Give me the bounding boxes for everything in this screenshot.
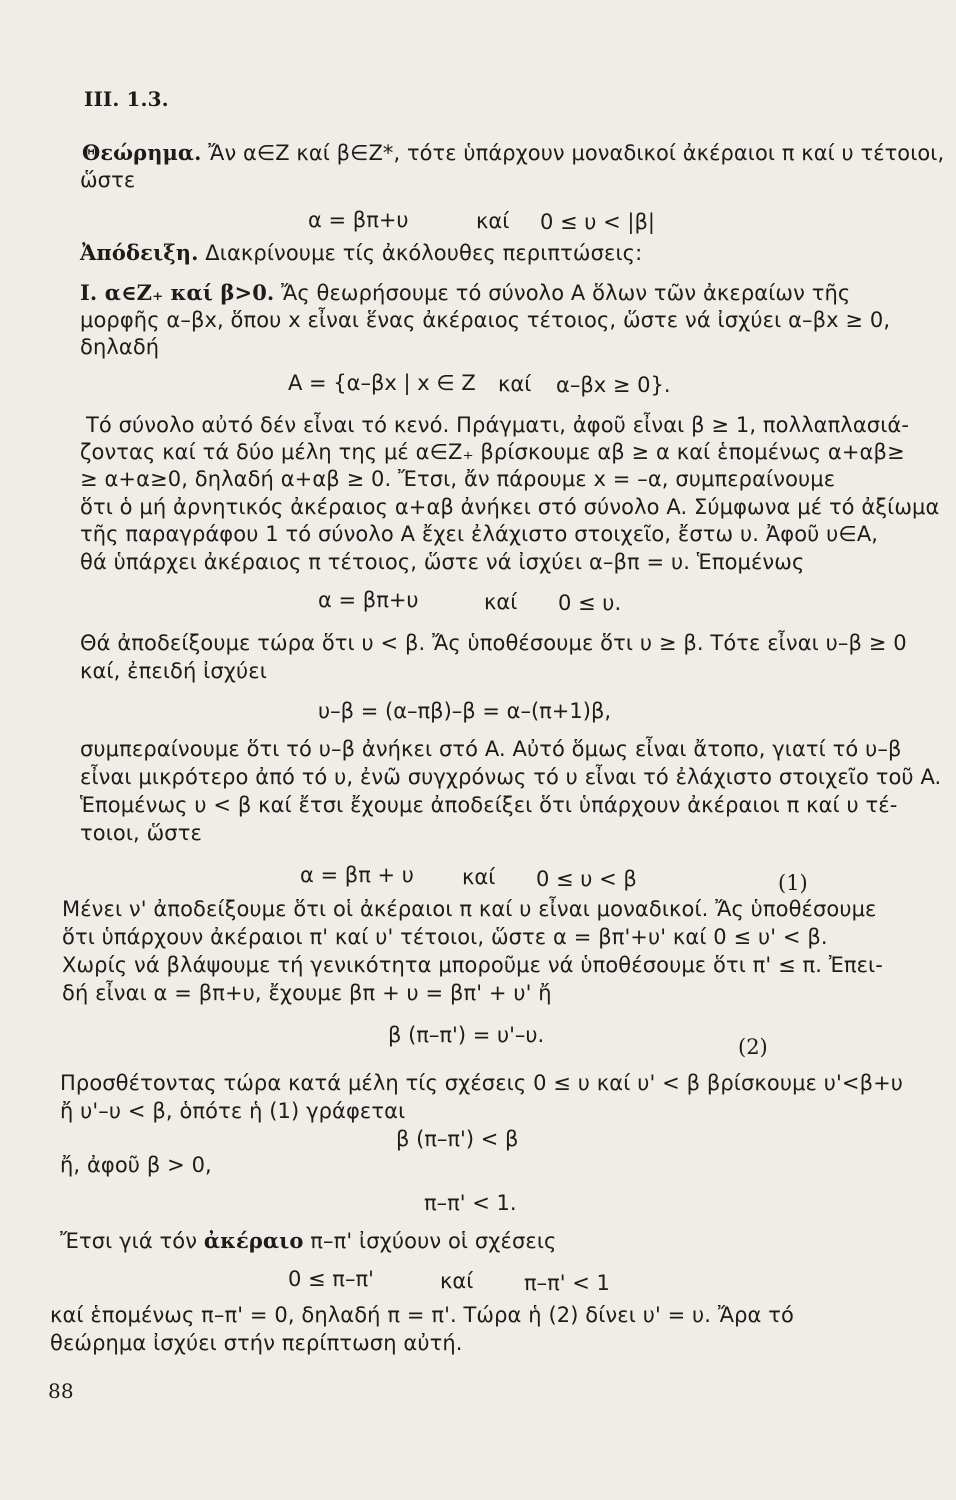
equation-8-lhs: 0 ≤ π–π' xyxy=(288,1267,374,1291)
equation-4-lhs: α = βπ + υ xyxy=(300,863,414,887)
equation-set-a-rhs: α–βx ≥ 0}. xyxy=(556,373,671,397)
theorem-label: Θεώρημα. xyxy=(82,140,202,165)
text-line-morf: μορφῆς α–βx, ὅπου x εἶναι ἕνας ἀκέραιος τέτοιος, ὥστε νά ἰσχύει α–βx ≥ 0, xyxy=(80,308,891,332)
equation-1-rhs: 0 ≤ υ < |β| xyxy=(540,210,655,234)
equation-4-rhs: 0 ≤ υ < β xyxy=(536,867,637,891)
paragraph-2-line-4: ὅτι ὁ μή ἀρνητικός ἀκέραιος α+αβ ἀνήκει στό σύνολο A. Σύμφωνα μέ τό ἀξίωμα xyxy=(80,495,940,519)
equation-6: β (π–π') < β xyxy=(396,1127,519,1151)
paragraph-2-line-3: ≥ α+α≥0, δηλαδή α+αβ ≥ 0. Ἔτσι, ἄν πάρουμε x = –α, συμπεραίνουμε xyxy=(80,467,836,491)
paragraph-2-line-5: τῆς παραγράφου 1 τό σύνολο A ἔχει ἐλάχιστο στοιχεῖο, ἔστω υ. Ἀφοῦ υ∈A, xyxy=(80,522,879,546)
equation-set-a-lhs: A = {α–βx | x ∈ Z xyxy=(288,371,476,395)
paragraph-5-line-3: Χωρίς νά βλάψουμε τή γενικότητα μποροῦμε νά ὑποθέσουμε ὅτι π' ≤ π. Ἐπει- xyxy=(62,953,883,977)
proof-line xyxy=(80,240,642,266)
paragraph-6-line-1: Προσθέτοντας τώρα κατά μέλη τίς σχέσεις 0 ≤ υ καί υ' < β βρίσκουμε υ'<β+υ xyxy=(60,1071,904,1095)
paragraph-8-post: π–π' ἰσχύουν οἱ σχέσεις xyxy=(303,1229,557,1253)
equation-5-number: (2) xyxy=(738,1035,768,1059)
paragraph-5-line-2: ὅτι ὑπάρχουν ἀκέραιοι π' καί υ' τέτοιοι, ὥστε α = βπ'+υ' καί 0 ≤ υ' < β. xyxy=(62,925,828,949)
paragraph-5-line-4: δή εἶναι α = βπ+υ, ἔχουμε βπ + υ = βπ' + υ' ἤ xyxy=(62,981,552,1005)
equation-4-and: καί xyxy=(462,865,496,889)
paragraph-2-line-1: Τό σύνολο αὐτό δέν εἶναι τό κενό. Πράγματι, ἀφοῦ εἶναι β ≥ 1, πολλαπλασιά- xyxy=(86,413,910,437)
equation-set-a-and: καί xyxy=(498,372,532,396)
paragraph-2-line-6: θά ὑπάρχει ἀκέραιος π τέτοιος, ὥστε νά ἰσχύει α–βπ = υ. Ἑπομένως xyxy=(80,550,805,574)
page-number: 88 xyxy=(48,1379,74,1403)
paragraph-4-line-3: Ἑπομένως υ < β καί ἔτσι ἔχουμε ἀποδείξει ὅτι ὑπάρχουν ἀκέραιοι π καί υ τέ- xyxy=(80,793,898,817)
theorem-line-1 xyxy=(82,140,944,166)
paragraph-6-line-2: ἤ υ'–υ < β, ὁπότε ἡ (1) γράφεται xyxy=(60,1099,406,1123)
theorem-text: Ἄν α∈Z καί β∈Z*, τότε ὑπάρχουν μοναδικοί ἀκέραιοι π καί υ τέτοιοι, xyxy=(201,141,945,165)
equation-2-and: καί xyxy=(484,590,518,614)
equation-3: υ–β = (α–πβ)–β = α–(π+1)β, xyxy=(318,699,612,723)
equation-8-and: καί xyxy=(440,1269,474,1293)
proof-label: Ἀπόδειξη. xyxy=(80,240,199,265)
paragraph-8-bold: ἀκέραιο xyxy=(203,1228,304,1253)
equation-4-number: (1) xyxy=(778,871,808,895)
theorem-line-2: ὥστε xyxy=(80,168,136,192)
proof-text: Διακρίνουμε τίς ἀκόλουθες περιπτώσεις: xyxy=(198,241,643,265)
equation-8-rhs: π–π' < 1 xyxy=(524,1271,610,1295)
equation-7: π–π' < 1. xyxy=(424,1191,517,1215)
equation-1-and: καί xyxy=(476,209,510,233)
paragraph-3-line-2: καί, ἐπειδή ἰσχύει xyxy=(80,659,267,683)
case-1-text: Ἄς θεωρήσουμε τό σύνολο A ὅλων τῶν ἀκεραίων τῆς xyxy=(274,281,851,305)
paragraph-4-line-4: τοιοι, ὥστε xyxy=(80,821,202,845)
paragraph-3-line-1: Θά ἀποδείξουμε τώρα ὅτι υ < β. Ἄς ὑποθέσουμε ὅτι υ ≥ β. Τότε εἶναι υ–β ≥ 0 xyxy=(80,631,907,655)
paragraph-9-line-2: θεώρημα ἰσχύει στήν περίπτωση αὐτή. xyxy=(50,1331,463,1355)
case-1-line xyxy=(80,280,850,306)
paragraph-8 xyxy=(60,1228,556,1254)
case-1-label: I. α∈Z₊ καί β>0. xyxy=(80,280,275,305)
equation-2-rhs: 0 ≤ υ. xyxy=(558,591,622,615)
paragraph-4-line-1: συμπεραίνουμε ὅτι τό υ–β ἀνήκει στό A. Αὐτό ὅμως εἶναι ἄτοπο, γιατί τό υ–β xyxy=(80,737,902,761)
paragraph-7: ἤ, ἀφοῦ β > 0, xyxy=(60,1153,212,1177)
equation-5: β (π–π') = υ'–υ. xyxy=(388,1023,545,1047)
text-line-dilady: δηλαδή xyxy=(80,335,160,359)
paragraph-4-line-2: εἶναι μικρότερο ἀπό τό υ, ἐνῶ συγχρόνως τό υ εἶναι τό ἐλάχιστο στοιχεῖο τοῦ A. xyxy=(80,765,942,789)
section-number: III. 1.3. xyxy=(84,87,169,111)
equation-2-lhs: α = βπ+υ xyxy=(318,588,419,612)
paragraph-9-line-1: καί ἑπομένως π–π' = 0, δηλαδή π = π'. Τώρα ἡ (2) δίνει υ' = υ. Ἄρα τό xyxy=(50,1303,794,1327)
paragraph-2-line-2: ζοντας καί τά δύο μέλη της μέ α∈Z₊ βρίσκουμε αβ ≥ α καί ἑπομένως α+αβ≥ xyxy=(80,440,905,464)
paragraph-8-pre: Ἔτσι γιά τόν xyxy=(60,1229,204,1253)
equation-1-lhs: α = βπ+υ xyxy=(308,208,409,232)
paragraph-5-line-1: Μένει ν' ἀποδείξουμε ὅτι οἱ ἀκέραιοι π καί υ εἶναι μοναδικοί. Ἄς ὑποθέσουμε xyxy=(62,897,877,921)
